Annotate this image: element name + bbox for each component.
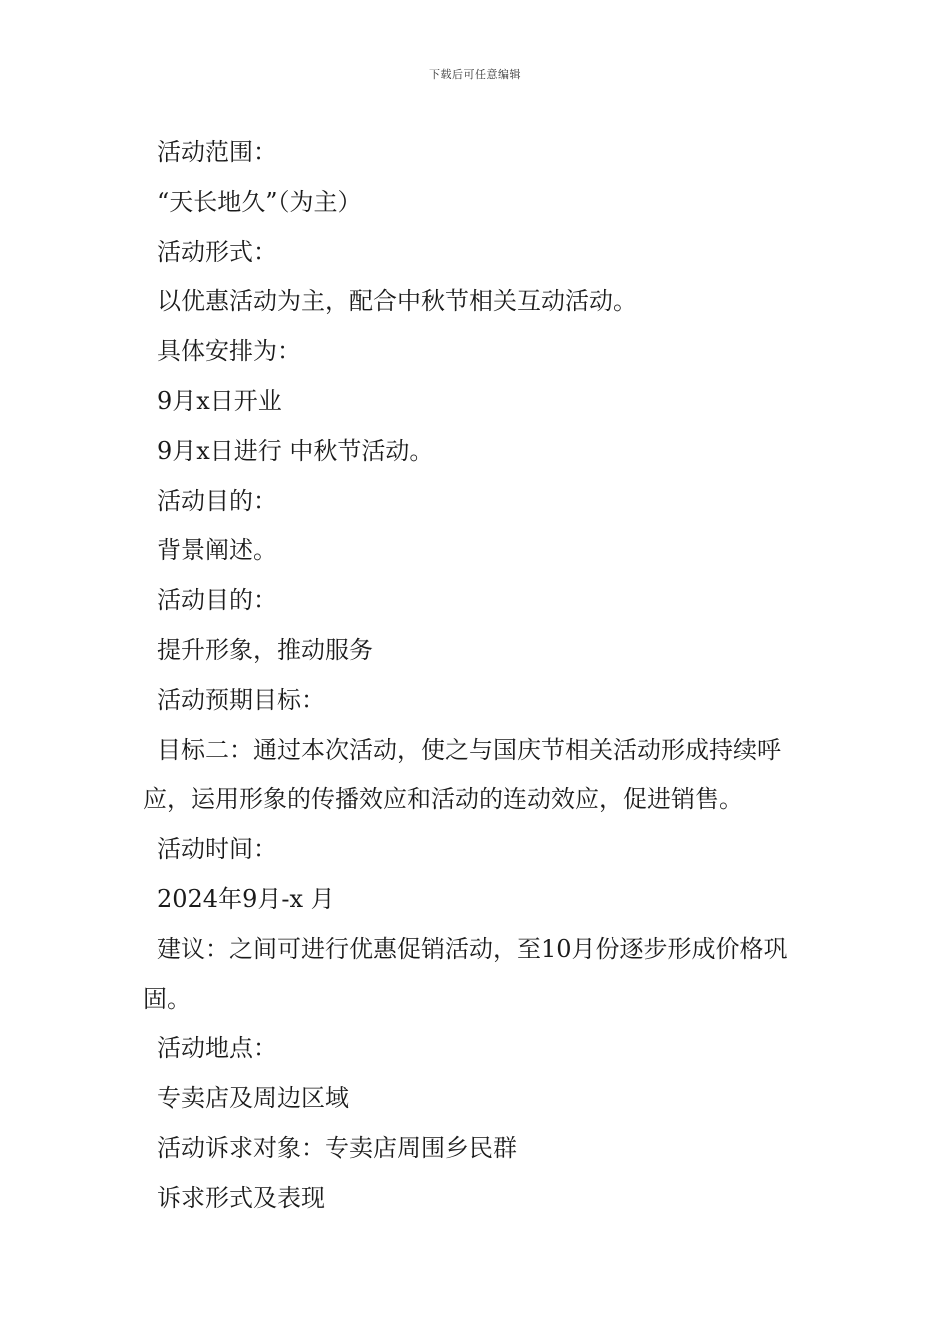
activity-form-value: 以优惠活动为主，配合中秋节相关互动活动。 <box>157 287 637 316</box>
heading-activity-scope: 活动范围： <box>157 138 277 166</box>
heading-appeal-form: 诉求形式及表现 <box>157 1183 325 1212</box>
schedule-item-midautumn: 9月x日进行 中秋节活动。 <box>157 436 434 465</box>
heading-activity-purpose: 活动目的： <box>157 486 277 515</box>
purpose-value: 提升形象，推动服务 <box>157 635 373 664</box>
document-body <box>143 128 808 1224</box>
background-statement: 背景阐述。 <box>157 536 277 565</box>
activity-scope-value: “天长地久”（为主） <box>157 187 362 216</box>
target-audience: 活动诉求对象：专卖店周围乡民群 <box>157 1133 517 1162</box>
heading-activity-form: 活动形式： <box>157 237 277 266</box>
activity-location-value: 专卖店及周边区域 <box>157 1084 349 1113</box>
page-header-note: 下载后可任意编辑 <box>429 68 521 81</box>
heading-activity-time: 活动时间： <box>157 835 277 864</box>
activity-time-value: 2024年9月-x 月 <box>157 884 335 913</box>
heading-expected-goals: 活动预期目标： <box>157 685 325 714</box>
heading-activity-purpose-2: 活动目的： <box>157 586 277 615</box>
heading-schedule: 具体安排为： <box>157 337 301 366</box>
goal-two-paragraph: 目标二：通过本次活动，使之与国庆节相关活动形成持续呼应，运用形象的传播效应和活动的连动效应，促进销售。 <box>143 735 781 814</box>
schedule-item-opening: 9月x日开业 <box>157 386 282 415</box>
heading-activity-location: 活动地点： <box>157 1034 277 1063</box>
suggestion-paragraph: 建议：之间可进行优惠促销活动，至10月份逐步形成价格巩固。 <box>143 934 788 1013</box>
